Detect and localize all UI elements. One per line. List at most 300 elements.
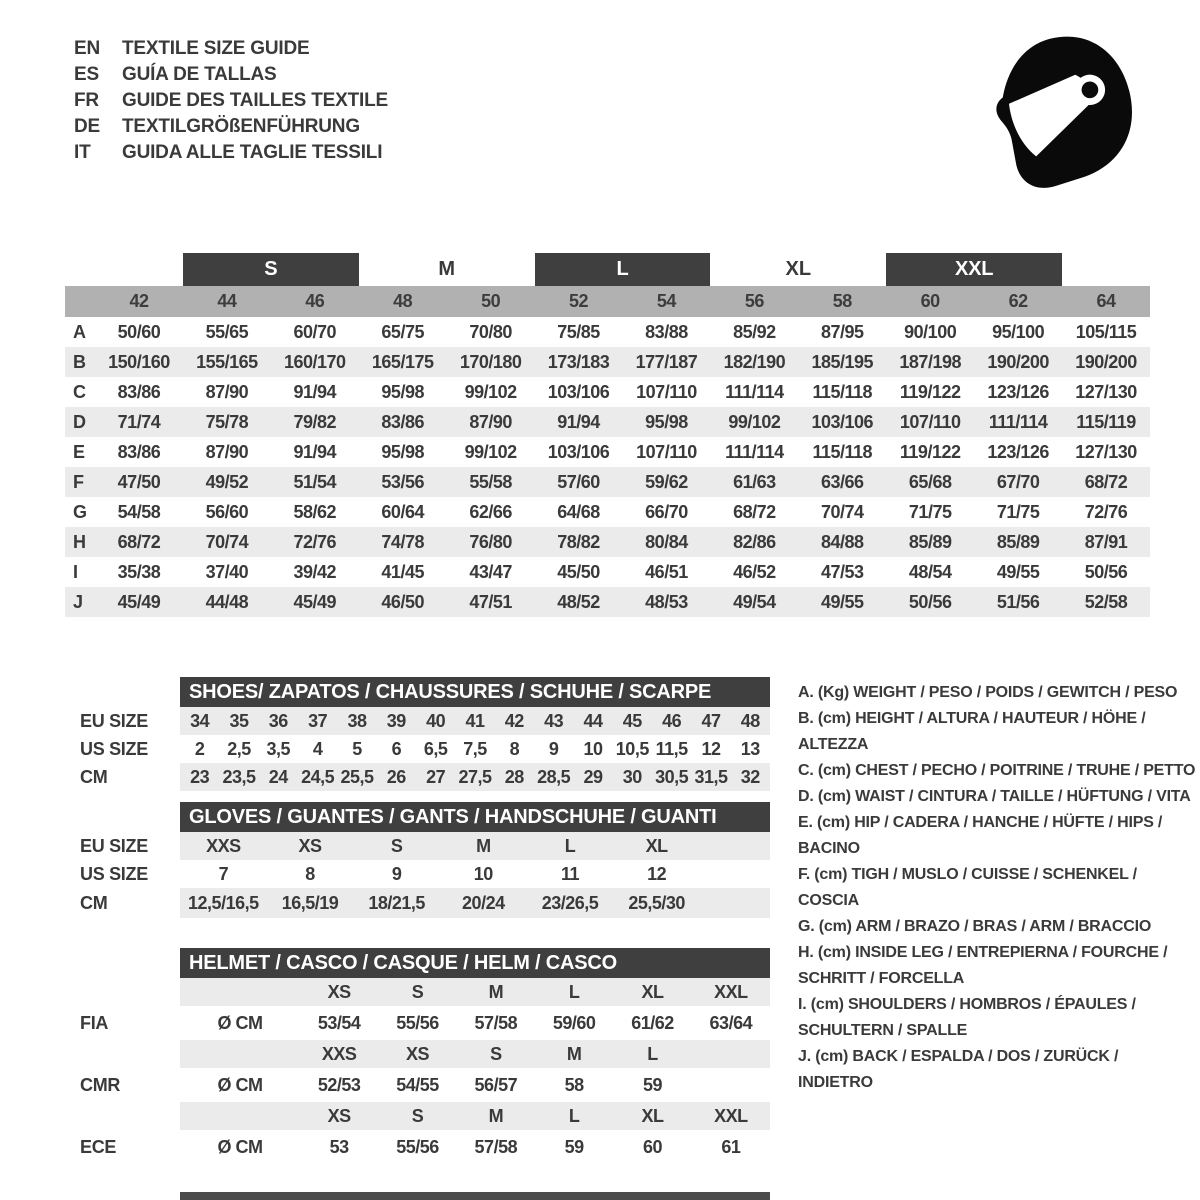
size-number-cell: 62 <box>1008 291 1028 311</box>
measurement-cell: 99/102 <box>464 381 517 402</box>
measurement-cell: 107/110 <box>636 381 697 402</box>
measurement-cell: 173/183 <box>547 351 610 372</box>
shoe-us-size: 6 <box>391 738 402 759</box>
measurement-cell: 39/42 <box>293 561 337 582</box>
glove-us-size: 10 <box>473 863 493 884</box>
shoe-us-size: 5 <box>352 738 362 759</box>
glove-cm: 23/26,5 <box>541 892 599 913</box>
measurement-cell: 49/55 <box>996 561 1040 582</box>
measurement-cell: 111/114 <box>725 441 784 462</box>
measurement-cell: 46/50 <box>381 591 424 612</box>
measurement-cell: 78/82 <box>557 531 600 552</box>
measurement-cell: 99/102 <box>464 441 517 462</box>
measurement-cell: 45/49 <box>117 591 161 612</box>
glove-us-size: 9 <box>391 863 402 884</box>
glove-eu-size: L <box>564 835 576 856</box>
size-group-s: S <box>183 253 359 286</box>
helmet-fia-sizes-row <box>180 978 770 1006</box>
shoes-cm-row <box>180 763 770 791</box>
language-code: EN <box>74 38 100 59</box>
shoes-eu-size-label: EU SIZE <box>80 710 148 731</box>
measurement-cell: 85/89 <box>908 531 952 552</box>
helmet-cm: 61 <box>721 1136 741 1157</box>
shoe-eu-size: 37 <box>308 710 328 731</box>
shoes-us-row <box>180 735 770 763</box>
shoes-eu-row <box>180 707 770 735</box>
measurement-cell: 83/86 <box>381 411 424 432</box>
measurement-cell: 155/165 <box>196 351 258 372</box>
gloves-us-size-label: US SIZE <box>80 863 148 884</box>
helmet-ece-values-row <box>180 1130 770 1164</box>
measurement-cell: 52/58 <box>1084 591 1128 612</box>
legend-item: C. (cm) CHEST / PECHO / POITRINE / TRUHE / PETTO <box>798 762 1196 779</box>
gloves-us-row <box>180 860 770 888</box>
shoe-us-size: 10 <box>583 738 603 759</box>
helmet-cm: 60 <box>642 1136 662 1157</box>
measurement-cell: 177/187 <box>635 351 698 372</box>
measurement-cell: 115/118 <box>812 381 873 402</box>
size-group-l: L <box>535 253 711 286</box>
glove-us-size: 8 <box>305 863 315 884</box>
shoe-us-size: 4 <box>312 738 323 759</box>
helmet-cm: 53 <box>329 1136 349 1157</box>
shoe-us-size: 7,5 <box>463 738 487 759</box>
measurement-cell: 48/54 <box>908 561 952 582</box>
measurement-cell: 48/52 <box>557 591 600 612</box>
language-title-row <box>74 140 388 166</box>
helmet-size: XXS <box>321 1043 357 1064</box>
helmet-cm <box>692 1068 770 1102</box>
shoe-us-size: 10,5 <box>615 738 649 759</box>
measurement-cell: 46/51 <box>645 561 688 582</box>
size-group-header-row <box>65 253 1150 286</box>
language-code: DE <box>74 116 100 137</box>
measurement-cell: 85/92 <box>733 321 776 342</box>
measurement-cell: 127/130 <box>1075 441 1137 462</box>
measurement-cell: 51/54 <box>293 471 337 492</box>
shoe-cm: 30,5 <box>655 766 689 787</box>
size-group-xl: XL <box>785 258 812 280</box>
shoes-us-size-label: US SIZE <box>80 738 148 759</box>
helmet-cmr-sizes-row <box>180 1040 770 1068</box>
spacer-cell <box>65 286 95 317</box>
measurement-cell: 47/51 <box>469 591 512 612</box>
measurement-cell: 123/126 <box>987 381 1049 402</box>
measurement-cell: 61/63 <box>733 471 776 492</box>
table-row-j <box>65 587 1150 617</box>
shoe-eu-size: 48 <box>740 710 760 731</box>
measurement-cell: 45/50 <box>557 561 600 582</box>
size-number-cell: 54 <box>656 291 676 311</box>
measurement-cell: 55/65 <box>205 321 249 342</box>
row-letter: F <box>73 471 84 492</box>
measurement-cell: 70/74 <box>205 531 249 552</box>
measurement-cell: 103/106 <box>811 411 874 432</box>
gloves-cm-row <box>180 888 770 918</box>
measurement-cell: 50/60 <box>117 321 161 342</box>
shoe-cm: 27 <box>426 766 446 787</box>
helmet-size: S <box>411 981 424 1002</box>
table-row-h <box>65 527 1150 557</box>
shoe-eu-size: 38 <box>347 710 367 731</box>
shoe-us-size: 6,5 <box>423 738 448 759</box>
row-letter: C <box>73 381 86 402</box>
language-code: ES <box>74 64 99 85</box>
helmet-size: M <box>488 1105 504 1126</box>
gloves-cm-label: CM <box>80 892 108 913</box>
measurement-cell: 74/78 <box>381 531 424 552</box>
ece-label: ECE <box>80 1136 117 1157</box>
row-letter: J <box>73 591 84 612</box>
shoe-us-size: 11,5 <box>655 738 688 759</box>
helmet-cm: 52/53 <box>317 1074 361 1095</box>
table-row-d <box>65 407 1150 437</box>
shoe-eu-size: 41 <box>465 710 485 731</box>
measurement-cell: 90/100 <box>904 321 957 342</box>
shoe-us-size: 9 <box>548 738 559 759</box>
helmet-cm: 59 <box>642 1074 662 1095</box>
measurement-cell: 76/80 <box>469 531 512 552</box>
measurement-legend <box>798 680 1196 1096</box>
measurement-cell: 49/54 <box>733 591 776 612</box>
measurement-cell: 65/68 <box>908 471 952 492</box>
size-number-cell: 44 <box>217 291 237 311</box>
glove-eu-size: XL <box>645 835 668 856</box>
helmet-cm: 55/56 <box>396 1136 439 1157</box>
measurement-cell: 51/56 <box>996 591 1040 612</box>
helmet-size: XL <box>641 981 664 1002</box>
size-number-cell: 56 <box>744 291 764 311</box>
gloves-eu-row <box>180 832 770 860</box>
measurement-cell: 62/66 <box>469 501 512 522</box>
row-letter: I <box>73 561 79 582</box>
helmet-size: M <box>566 1043 582 1064</box>
measurement-cell: 68/72 <box>733 501 776 522</box>
shoe-eu-size: 35 <box>229 710 249 731</box>
measurement-cell: 111/114 <box>725 381 784 402</box>
measurement-cell: 37/40 <box>205 561 249 582</box>
helmet-cm: 57/58 <box>474 1136 518 1157</box>
shoe-eu-size: 36 <box>268 710 288 731</box>
helmet-size: S <box>490 1043 502 1064</box>
legend-item: J. (cm) BACK / ESPALDA / DOS / ZURÜCK / INDIETRO <box>798 1048 1119 1091</box>
shoe-cm: 23,5 <box>222 766 256 787</box>
shoe-cm: 31,5 <box>694 766 728 787</box>
helmet-size: L <box>568 981 580 1002</box>
measurement-cell: 63/66 <box>821 471 864 492</box>
measurement-cell: 87/91 <box>1084 531 1128 552</box>
measurement-cell: 95/98 <box>381 441 424 462</box>
glove-eu-size: XXS <box>206 835 241 856</box>
helmet-fia-values-row <box>180 1006 770 1040</box>
spacer-cell <box>180 1102 300 1130</box>
textile-size-table <box>65 253 1150 617</box>
measurement-cell: 49/52 <box>205 471 249 492</box>
measurement-cell: 49/55 <box>821 591 864 612</box>
measurement-cell: 115/118 <box>812 441 873 462</box>
measurement-cell: 83/86 <box>117 441 161 462</box>
helmet-cmr-values-row <box>180 1068 770 1102</box>
language-title-list <box>74 36 388 166</box>
shoe-cm: 28 <box>504 766 524 787</box>
measurement-cell: 150/160 <box>108 351 170 372</box>
table-row-e <box>65 437 1150 467</box>
language-title-row <box>74 36 388 62</box>
helmet-size <box>692 1040 770 1068</box>
row-letter: G <box>73 501 88 522</box>
measurement-cell: 127/130 <box>1075 381 1137 402</box>
shoe-cm: 25,5 <box>340 766 374 787</box>
row-letter: B <box>73 351 86 372</box>
glove-eu-size: XS <box>298 835 322 856</box>
bottom-section-bar <box>180 1192 770 1200</box>
measurement-cell: 56/60 <box>205 501 249 522</box>
measurement-cell: 47/50 <box>117 471 161 492</box>
measurement-cell: 72/76 <box>1084 501 1128 522</box>
measurement-cell: 60/64 <box>381 501 424 522</box>
glove-us-size: 11 <box>560 863 579 884</box>
helmet-size: S <box>411 1105 424 1126</box>
table-row-b <box>65 347 1150 377</box>
size-group-xxl: XXL <box>886 253 1062 286</box>
measurement-cell: 87/95 <box>821 321 864 342</box>
row-letter: E <box>73 441 86 462</box>
measurement-cell: 185/195 <box>811 351 874 372</box>
measurement-cell: 165/175 <box>371 351 434 372</box>
measurement-cell: 59/62 <box>645 471 688 492</box>
measurement-cell: 99/102 <box>728 411 781 432</box>
size-number-header-row <box>65 286 1150 317</box>
size-number-cell: 52 <box>569 291 589 311</box>
language-code: FR <box>74 90 99 111</box>
gloves-eu-size-label: EU SIZE <box>80 835 148 856</box>
diameter-label: Ø CM <box>217 1074 263 1095</box>
measurement-cell: 46/52 <box>733 561 776 582</box>
shoe-cm: 27,5 <box>458 766 492 787</box>
shoe-eu-size: 46 <box>662 710 682 731</box>
measurement-cell: 187/198 <box>899 351 961 372</box>
shoe-eu-size: 42 <box>504 710 524 731</box>
glove-cm: 18/21,5 <box>368 892 425 913</box>
helmet-cm: 58 <box>564 1074 584 1095</box>
measurement-cell: 75/85 <box>557 321 600 342</box>
helmet-cm: 56/57 <box>474 1074 518 1095</box>
shoe-cm: 28,5 <box>537 766 571 787</box>
legend-item: E. (cm) HIP / CADERA / HANCHE / HÜFTE / HIPS / BACINO <box>798 814 1163 857</box>
helmet-cm: 61/62 <box>631 1012 674 1033</box>
measurement-cell: 55/58 <box>469 471 512 492</box>
measurement-cell: 103/106 <box>547 381 610 402</box>
measurement-cell: 68/72 <box>117 531 161 552</box>
measurement-cell: 85/89 <box>996 531 1040 552</box>
legend-item: B. (cm) HEIGHT / ALTURA / HAUTEUR / HÖHE / ALTEZZA <box>798 710 1146 753</box>
measurement-cell: 65/75 <box>381 321 424 342</box>
gloves-section-header: GLOVES / GUANTES / GANTS / HANDSCHUHE / GUANTI <box>180 802 770 832</box>
shoes-section-header: SHOES/ ZAPATOS / CHAUSSURES / SCHUHE / SCARPE <box>180 677 770 707</box>
shoe-eu-size: 47 <box>701 710 721 731</box>
legend-item: G. (cm) ARM / BRAZO / BRAS / ARM / BRACCIO <box>798 918 1152 935</box>
shoes-cm-label: CM <box>80 766 108 787</box>
glove-cm: 25,5/30 <box>628 892 685 913</box>
table-row-c <box>65 377 1150 407</box>
guide-title: GUÍA DE TALLAS <box>122 64 277 85</box>
size-group-m: M <box>438 258 455 280</box>
table-row-g <box>65 497 1150 527</box>
shoe-us-size: 13 <box>740 738 760 759</box>
language-code: IT <box>74 142 91 163</box>
shoe-eu-size: 44 <box>583 710 603 731</box>
size-number-cell: 64 <box>1096 291 1116 311</box>
table-row-a <box>65 317 1150 347</box>
measurement-cell: 71/74 <box>117 411 161 432</box>
shoe-us-size: 2 <box>194 738 205 759</box>
shoe-us-size: 2,5 <box>227 738 251 759</box>
shoe-eu-size: 40 <box>426 710 446 731</box>
measurement-cell: 47/53 <box>821 561 864 582</box>
spacer-cell <box>180 978 300 1006</box>
cmr-label: CMR <box>80 1074 121 1095</box>
measurement-cell: 95/98 <box>645 411 688 432</box>
measurement-cell: 79/82 <box>293 411 337 432</box>
helmet-cm: 55/56 <box>396 1012 439 1033</box>
measurement-cell: 119/122 <box>899 441 961 462</box>
legend-item: I. (cm) SHOULDERS / HOMBROS / ÉPAULES / SCHULTERN / SPALLE <box>798 996 1136 1039</box>
helmet-cm: 59 <box>564 1136 584 1157</box>
measurement-cell: 87/90 <box>469 411 512 432</box>
measurement-cell: 60/70 <box>293 321 337 342</box>
row-letter: H <box>73 531 86 552</box>
glove-eu-size: M <box>476 835 491 856</box>
glove-us-size: 12 <box>647 863 667 884</box>
shoe-cm: 32 <box>740 766 760 787</box>
measurement-cell: 170/180 <box>459 351 522 372</box>
glove-cm: 20/24 <box>462 892 505 913</box>
measurement-cell: 84/88 <box>821 531 864 552</box>
shoe-eu-size: 34 <box>190 710 210 731</box>
measurement-cell: 71/75 <box>908 501 952 522</box>
helmet-size: XL <box>641 1105 664 1126</box>
measurement-cell: 67/70 <box>996 471 1040 492</box>
shoe-us-size: 8 <box>509 738 520 759</box>
shoe-us-size: 3,5 <box>266 738 291 759</box>
measurement-cell: 58/62 <box>293 501 337 522</box>
legend-item: D. (cm) WAIST / CINTURA / TAILLE / HÜFTUNG / VITA <box>798 788 1191 805</box>
shoe-cm: 29 <box>583 766 603 787</box>
measurement-cell: 48/53 <box>645 591 688 612</box>
glove-us-size: 7 <box>218 863 229 884</box>
measurement-cell: 70/74 <box>821 501 864 522</box>
helmet-cm: 63/64 <box>709 1012 753 1033</box>
diameter-label: Ø CM <box>217 1012 263 1033</box>
helmet-size: M <box>488 981 504 1002</box>
measurement-cell: 64/68 <box>557 501 600 522</box>
measurement-cell: 107/110 <box>899 411 961 432</box>
measurement-cell: 54/58 <box>117 501 161 522</box>
shoe-cm: 23 <box>190 766 210 787</box>
size-number-cell: 50 <box>481 291 501 311</box>
measurement-cell: 57/60 <box>557 471 600 492</box>
measurement-cell: 95/100 <box>992 321 1045 342</box>
legend-item: F. (cm) TIGH / MUSLO / CUISSE / SCHENKEL / COSCIA <box>798 866 1137 909</box>
language-title-row <box>74 62 388 88</box>
racing-helmet-icon <box>975 22 1157 204</box>
helmet-ece-sizes-row <box>180 1102 770 1130</box>
helmet-section-header: HELMET / CASCO / CASQUE / HELM / CASCO <box>180 948 770 978</box>
guide-title: GUIDA ALLE TAGLIE TESSILI <box>122 142 383 163</box>
guide-title: TEXTILGRÖßENFÜHRUNG <box>122 116 360 137</box>
measurement-cell: 91/94 <box>293 441 337 462</box>
shoe-cm: 24 <box>268 766 288 787</box>
measurement-cell: 80/84 <box>645 531 688 552</box>
size-number-cell: 60 <box>920 291 940 311</box>
shoe-eu-size: 39 <box>386 710 406 731</box>
helmet-cm: 57/58 <box>474 1012 518 1033</box>
helmet-size: XXL <box>714 1105 748 1126</box>
measurement-cell: 103/106 <box>547 441 610 462</box>
measurement-cell: 87/90 <box>205 381 249 402</box>
measurement-cell: 41/45 <box>381 561 424 582</box>
measurement-cell: 123/126 <box>987 441 1049 462</box>
measurement-cell: 111/114 <box>988 411 1048 432</box>
measurement-cell: 190/200 <box>1075 351 1137 372</box>
measurement-cell: 95/98 <box>381 381 424 402</box>
table-row-i <box>65 557 1150 587</box>
measurement-cell: 91/94 <box>557 411 600 432</box>
shoe-eu-size: 43 <box>544 710 564 731</box>
measurement-cell: 45/49 <box>293 591 337 612</box>
helmet-cm: 53/54 <box>317 1012 361 1033</box>
measurement-cell: 53/56 <box>381 471 424 492</box>
helmet-size: XS <box>327 981 351 1002</box>
helmet-size: XXL <box>714 981 748 1002</box>
measurement-cell: 91/94 <box>293 381 337 402</box>
language-title-row <box>74 114 388 140</box>
helmet-size: XS <box>405 1043 429 1064</box>
measurement-cell: 83/86 <box>117 381 161 402</box>
shoe-cm: 24,5 <box>301 766 335 787</box>
measurement-cell: 87/90 <box>205 441 249 462</box>
helmet-cm: 59/60 <box>552 1012 596 1033</box>
measurement-cell: 119/122 <box>899 381 961 402</box>
measurement-cell: 82/86 <box>733 531 776 552</box>
measurement-cell: 50/56 <box>908 591 952 612</box>
measurement-cell: 44/48 <box>205 591 249 612</box>
measurement-cell: 70/80 <box>469 321 512 342</box>
diameter-label: Ø CM <box>217 1136 263 1157</box>
shoe-us-size: 12 <box>701 738 721 759</box>
measurement-cell: 182/190 <box>723 351 786 372</box>
size-number-cell: 42 <box>129 291 149 311</box>
shoe-cm: 26 <box>386 766 406 787</box>
helmet-size: XS <box>327 1105 351 1126</box>
glove-cm: 12,5/16,5 <box>188 892 259 913</box>
legend-item: H. (cm) INSIDE LEG / ENTREPIERNA / FOURCHE / SCHRITT / FORCELLA <box>798 944 1168 987</box>
measurement-cell: 107/110 <box>636 441 697 462</box>
measurement-cell: 105/115 <box>1075 321 1137 342</box>
measurement-cell: 35/38 <box>117 561 161 582</box>
measurement-cell: 66/70 <box>645 501 688 522</box>
measurement-cell: 43/47 <box>469 561 512 582</box>
spacer-cell <box>180 1040 300 1068</box>
guide-title: TEXTILE SIZE GUIDE <box>122 38 310 59</box>
measurement-cell: 68/72 <box>1084 471 1128 492</box>
measurement-cell: 72/76 <box>293 531 337 552</box>
fia-label: FIA <box>80 1012 109 1033</box>
row-letter: D <box>73 411 86 432</box>
measurement-cell: 115/119 <box>1076 411 1136 432</box>
shoe-eu-size: 45 <box>622 710 642 731</box>
helmet-size: L <box>568 1105 580 1126</box>
